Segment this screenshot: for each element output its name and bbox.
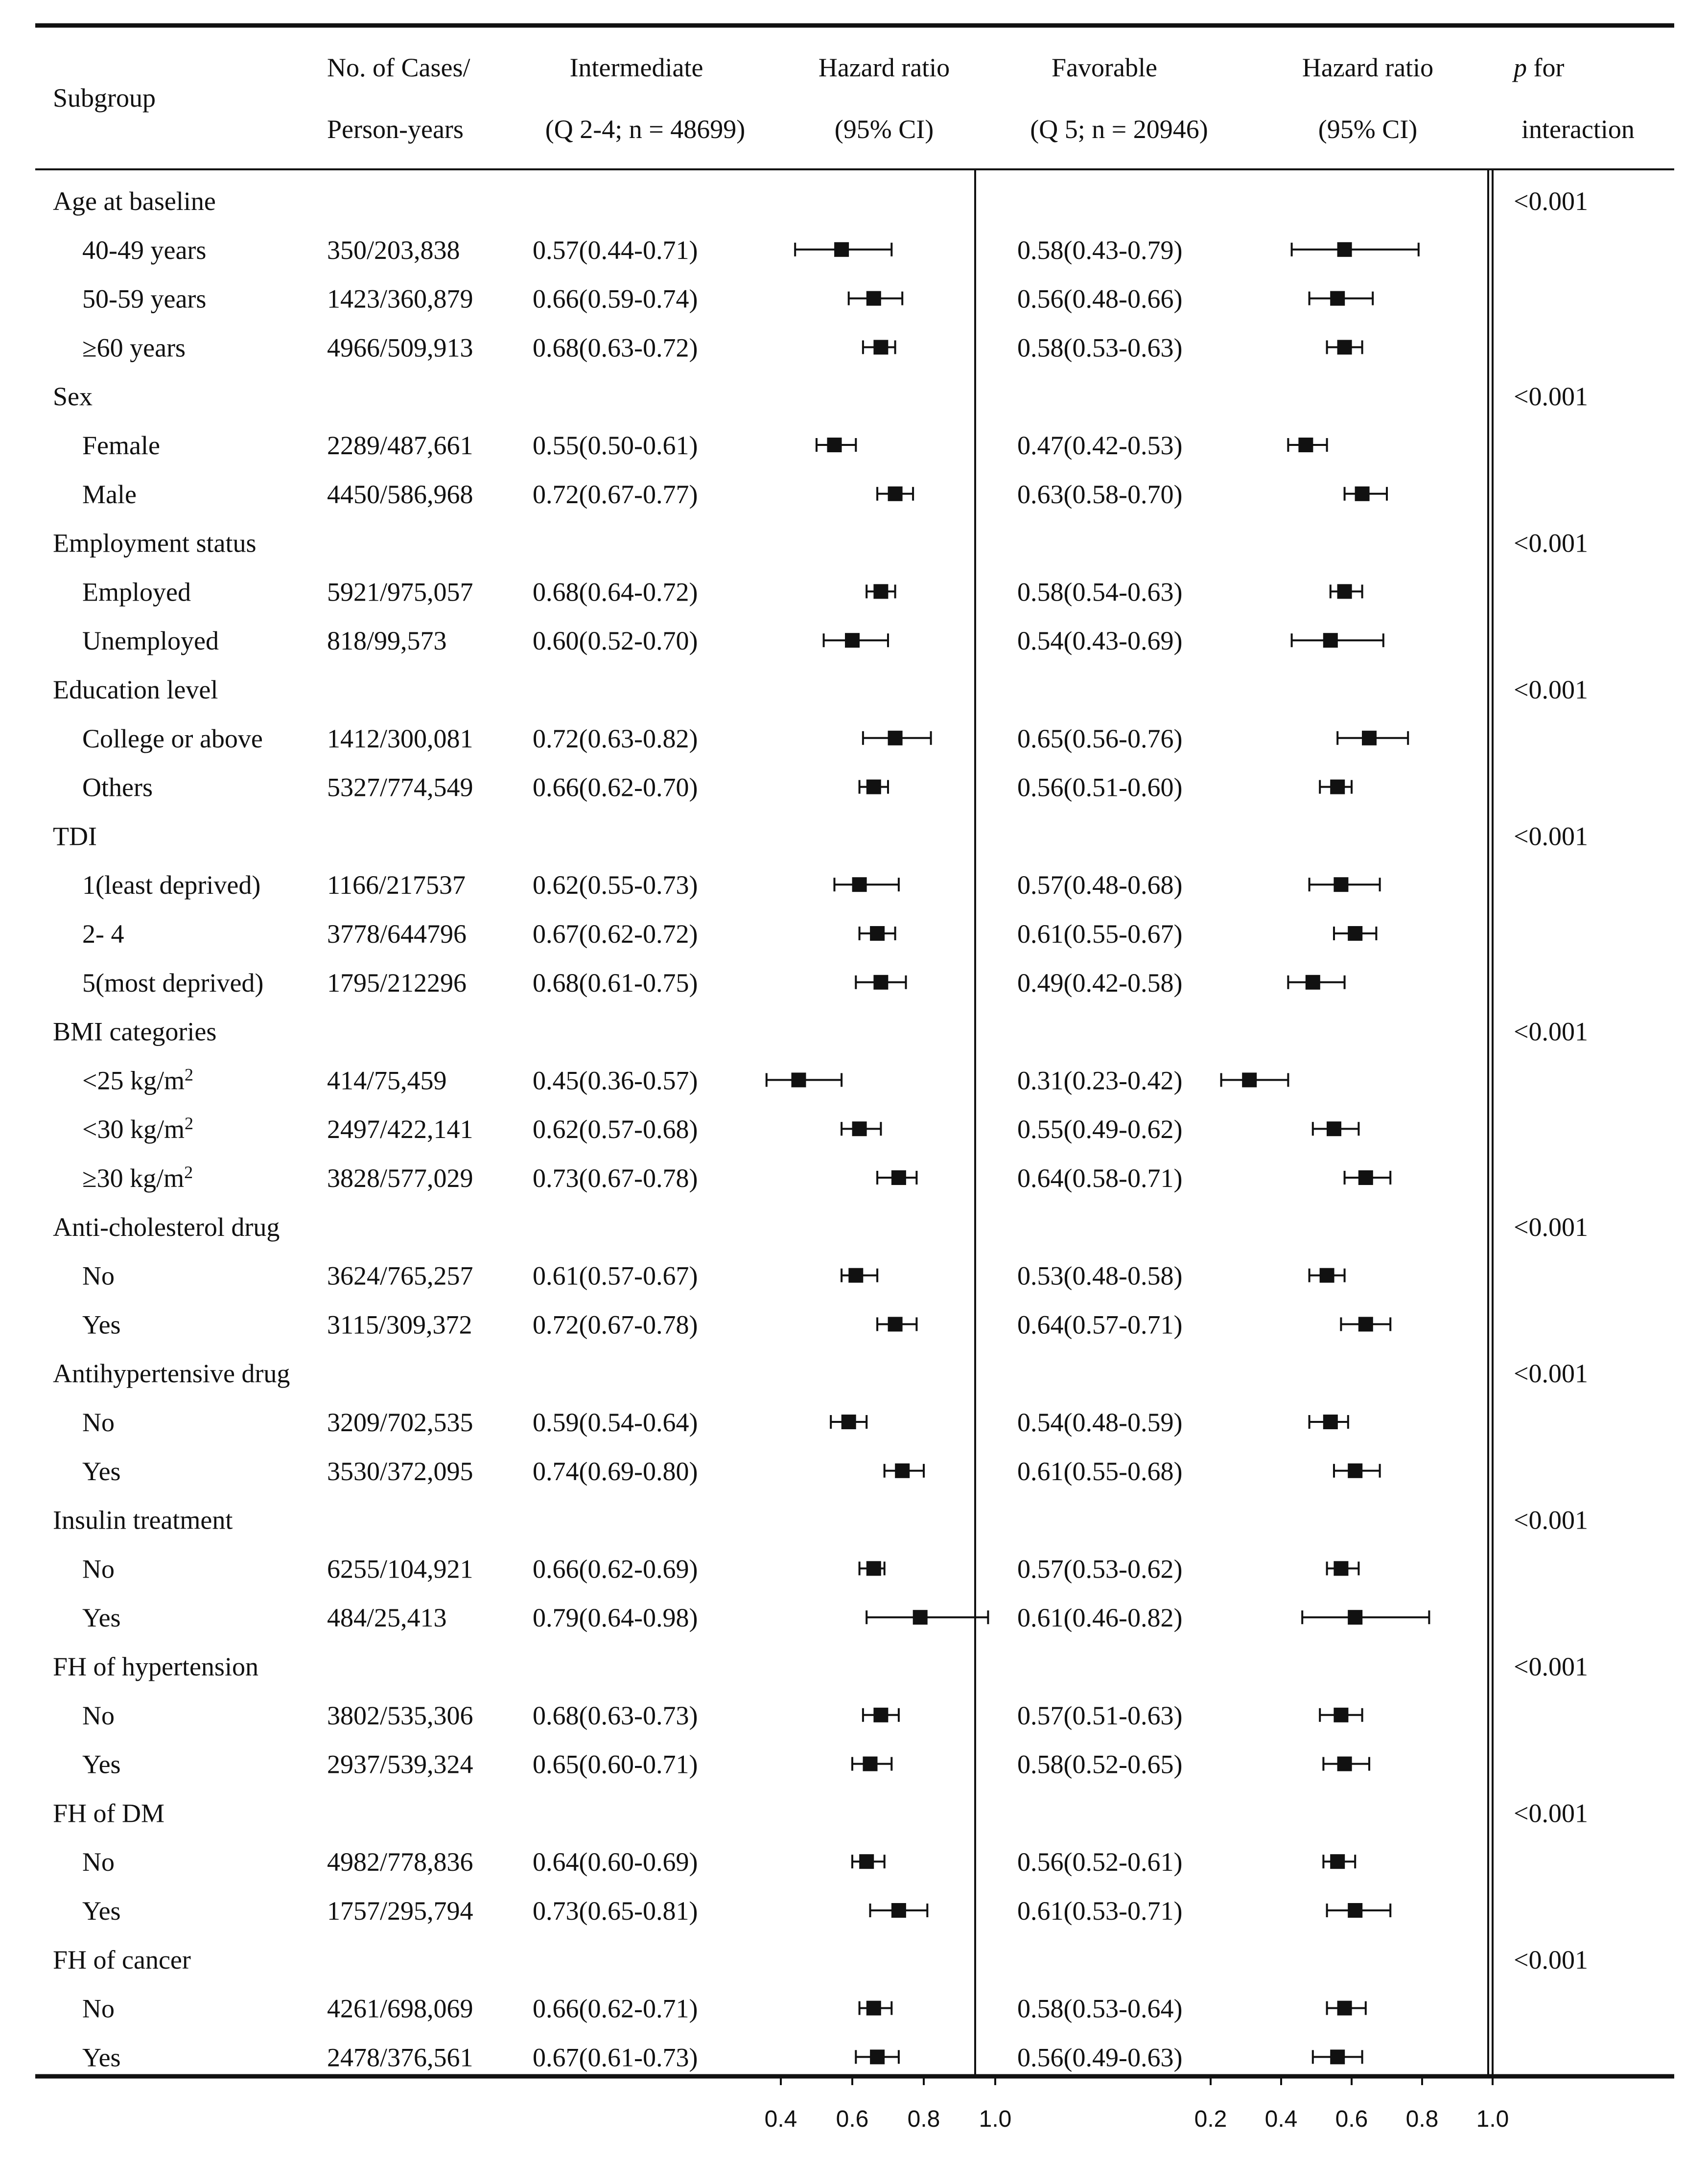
subgroup-label	[82, 1162, 193, 1193]
intermediate-hr-text: 0.61(0.57-0.67)	[533, 1261, 698, 1291]
header-hr2-line1: Hazard ratio	[1302, 53, 1434, 82]
hr-point	[1337, 584, 1352, 599]
subgroup-label-text: Yes	[82, 1456, 121, 1486]
intermediate-hr-text: 0.66(0.62-0.71)	[533, 1994, 698, 2023]
p-interaction-value: <0.001	[1514, 1212, 1588, 1242]
subgroup-label	[82, 577, 191, 606]
group-label: FH of hypertension	[53, 1652, 258, 1681]
p-interaction-value: <0.001	[1514, 1798, 1588, 1828]
superscript: 2	[184, 1065, 193, 1085]
subgroup-label-text: <25 kg/m	[82, 1066, 185, 1095]
p-interaction-value: <0.001	[1514, 675, 1588, 704]
p-interaction-value: <0.001	[1514, 821, 1588, 851]
hr-point	[866, 780, 881, 794]
subgroup-label-text: ≥60 years	[82, 333, 186, 363]
subgroup-label	[82, 626, 219, 655]
hr-point	[852, 877, 867, 892]
group-label: TDI	[53, 821, 97, 851]
intermediate-hr-text: 0.66(0.62-0.70)	[533, 772, 698, 802]
favorable-hr-text: 0.54(0.48-0.59)	[1017, 1408, 1183, 1437]
intermediate-hr-text: 0.67(0.62-0.72)	[533, 919, 698, 949]
subgroup-label-text: No	[82, 1994, 115, 2023]
cases-person-years: 818/99,573	[327, 626, 447, 656]
cases-person-years: 2289/487,661	[327, 431, 473, 460]
hr-point	[1348, 1464, 1362, 1478]
subgroup-label	[82, 235, 206, 265]
hr-point	[1330, 291, 1345, 306]
hr-point	[1358, 1170, 1373, 1185]
subgroup-label	[82, 1750, 121, 1779]
subgroup-label-text: 50-59 years	[82, 284, 207, 314]
hr-point	[1337, 2001, 1352, 2016]
subgroup-label-text: ≥30 kg/m	[82, 1163, 185, 1193]
superscript: 2	[184, 1162, 193, 1182]
favorable-hr-text: 0.54(0.43-0.69)	[1017, 626, 1183, 656]
group-label: Anti-cholesterol drug	[53, 1212, 280, 1242]
favorable-hr-text: 0.56(0.51-0.60)	[1017, 772, 1183, 802]
subgroup-label	[82, 2043, 121, 2072]
group-label: Sex	[53, 382, 93, 412]
subgroup-label-text: Yes	[82, 1896, 121, 1926]
hr-point	[1348, 1903, 1362, 1918]
cases-person-years: 1423/360,879	[327, 284, 473, 314]
cases-person-years: 2497/422,141	[327, 1115, 473, 1144]
favorable-hr-text: 0.61(0.53-0.71)	[1017, 1896, 1183, 1926]
subgroup-label	[82, 1847, 115, 1877]
subgroup-label-text: No	[82, 1847, 115, 1877]
favorable-hr-text: 0.57(0.48-0.68)	[1017, 870, 1183, 900]
hr-point	[873, 975, 888, 990]
subgroup-label	[82, 333, 186, 362]
favorable-hr-text: 0.58(0.54-0.63)	[1017, 577, 1183, 607]
hr-point	[1334, 1708, 1348, 1722]
subgroup-label	[82, 1554, 115, 1583]
intermediate-hr-text: 0.73(0.65-0.81)	[533, 1896, 698, 1926]
cases-person-years: 1795/212296	[327, 968, 467, 998]
hr-point	[891, 1170, 906, 1185]
header-hr1-line1: Hazard ratio	[818, 53, 950, 82]
intermediate-hr-text: 0.72(0.67-0.78)	[533, 1310, 698, 1340]
cases-person-years: 2937/539,324	[327, 1749, 473, 1779]
subgroup-label	[82, 1896, 121, 1926]
hr-point	[827, 438, 842, 452]
x-tick-label: 0.2	[1194, 2106, 1227, 2132]
x-tick-label: 1.0	[1476, 2106, 1509, 2132]
subgroup-label	[82, 1114, 193, 1144]
hr-point	[1323, 1415, 1338, 1429]
hr-point	[859, 1854, 874, 1869]
intermediate-hr-text: 0.55(0.50-0.61)	[533, 431, 698, 460]
subgroup-label-text: Yes	[82, 1310, 121, 1340]
hr-point	[891, 1903, 906, 1918]
subgroup-label	[82, 480, 137, 509]
hr-point	[1320, 1268, 1334, 1283]
intermediate-hr-text: 0.64(0.60-0.69)	[533, 1847, 698, 1877]
hr-point	[888, 487, 903, 501]
hr-point	[1330, 2049, 1345, 2064]
cases-person-years: 3209/702,535	[327, 1408, 473, 1437]
subgroup-label-text: 5(most deprived)	[82, 968, 264, 998]
group-label: Education level	[53, 675, 218, 704]
cases-person-years: 3624/765,257	[327, 1261, 473, 1291]
hr-point	[873, 584, 888, 599]
intermediate-hr-text: 0.59(0.54-0.64)	[533, 1408, 698, 1437]
superscript: 2	[184, 1114, 193, 1134]
cases-person-years: 4450/586,968	[327, 479, 473, 509]
group-label: BMI categories	[53, 1017, 217, 1046]
intermediate-hr-text: 0.68(0.64-0.72)	[533, 577, 698, 607]
cases-person-years: 4966/509,913	[327, 333, 473, 363]
hr-point	[1337, 340, 1352, 354]
favorable-hr-text: 0.58(0.53-0.64)	[1017, 1994, 1183, 2023]
favorable-hr-text: 0.58(0.52-0.65)	[1017, 1749, 1183, 1779]
cases-person-years: 4261/698,069	[327, 1994, 473, 2023]
hr-point	[1327, 1121, 1341, 1136]
header-favorable-line1: Favorable	[1052, 53, 1157, 82]
cases-person-years: 4982/778,836	[327, 1847, 473, 1877]
subgroup-label	[82, 1701, 115, 1730]
intermediate-hr-text: 0.68(0.61-0.75)	[533, 968, 698, 998]
cases-person-years: 3115/309,372	[327, 1310, 472, 1340]
intermediate-hr-text: 0.67(0.61-0.73)	[533, 2043, 698, 2072]
favorable-hr-text: 0.49(0.42-0.58)	[1017, 968, 1183, 998]
favorable-hr-text: 0.56(0.49-0.63)	[1017, 2043, 1183, 2072]
group-label: Antihypertensive drug	[53, 1359, 290, 1389]
subgroup-label-text: Yes	[82, 2043, 121, 2072]
favorable-hr-text: 0.63(0.58-0.70)	[1017, 479, 1183, 509]
hr-point	[873, 1708, 888, 1722]
intermediate-hr-text: 0.68(0.63-0.73)	[533, 1700, 698, 1730]
favorable-hr-text: 0.65(0.56-0.76)	[1017, 723, 1183, 753]
subgroup-label	[82, 1261, 115, 1291]
hr-point	[1306, 975, 1320, 990]
subgroup-label-text: Employed	[82, 577, 191, 607]
subgroup-label-text: Female	[82, 431, 160, 460]
p-interaction-value: <0.001	[1514, 382, 1588, 412]
favorable-hr-text: 0.64(0.57-0.71)	[1017, 1310, 1183, 1340]
subgroup-label-text: Yes	[82, 1603, 121, 1633]
favorable-hr-text: 0.53(0.48-0.58)	[1017, 1261, 1183, 1291]
intermediate-hr-text: 0.65(0.60-0.71)	[533, 1749, 698, 1779]
group-label: Age at baseline	[53, 186, 216, 216]
hr-point	[845, 633, 860, 648]
cases-person-years: 2478/376,561	[327, 2043, 473, 2072]
subgroup-label	[82, 773, 153, 802]
hr-point	[895, 1464, 910, 1478]
intermediate-hr-text: 0.62(0.57-0.68)	[533, 1115, 698, 1144]
hr-point	[1334, 1561, 1348, 1576]
subgroup-label	[82, 1310, 121, 1339]
x-tick-label: 0.8	[1405, 2106, 1439, 2132]
subgroup-label	[82, 1457, 121, 1486]
favorable-hr-text: 0.57(0.53-0.62)	[1017, 1554, 1183, 1584]
subgroup-label-text: 2- 4	[82, 919, 124, 949]
header-p-line2: interaction	[1521, 115, 1635, 144]
subgroup-label	[82, 870, 260, 900]
intermediate-hr-text: 0.74(0.69-0.80)	[533, 1456, 698, 1486]
cases-person-years: 1166/217537	[327, 870, 466, 900]
p-interaction-value: <0.001	[1514, 1359, 1588, 1389]
x-tick-label: 0.4	[1264, 2106, 1298, 2132]
hr-point	[848, 1268, 863, 1283]
x-tick-label: 0.6	[1335, 2106, 1368, 2132]
header-intermediate-line2: (Q 2-4; n = 48699)	[545, 115, 746, 144]
favorable-hr-text: 0.55(0.49-0.62)	[1017, 1115, 1183, 1144]
cases-person-years: 1757/295,794	[327, 1896, 473, 1926]
subgroup-label	[82, 284, 206, 314]
intermediate-hr-text: 0.66(0.59-0.74)	[533, 284, 698, 314]
x-tick-label: 0.4	[764, 2106, 797, 2132]
cases-person-years: 5921/975,057	[327, 577, 473, 607]
intermediate-hr-text: 0.60(0.52-0.70)	[533, 626, 698, 656]
hr-point	[1298, 438, 1313, 452]
intermediate-hr-text: 0.57(0.44-0.71)	[533, 235, 698, 265]
hr-point	[1337, 1757, 1352, 1771]
hr-point	[1348, 926, 1362, 941]
header-subgroup: Subgroup	[53, 83, 156, 113]
hr-point	[1330, 1854, 1345, 1869]
cases-person-years: 3778/644796	[327, 919, 467, 949]
subgroup-label	[82, 431, 160, 460]
subgroup-label-text: No	[82, 1261, 115, 1291]
subgroup-label-text: Male	[82, 479, 137, 509]
forest-panel-favorable	[1194, 169, 1509, 2132]
x-tick-label: 0.8	[907, 2106, 940, 2132]
favorable-hr-text: 0.61(0.55-0.68)	[1017, 1456, 1183, 1486]
p-interaction-value: <0.001	[1514, 1505, 1588, 1535]
group-label: FH of DM	[53, 1798, 165, 1828]
subgroup-label-text: 1(least deprived)	[82, 870, 261, 900]
group-label: Insulin treatment	[53, 1505, 233, 1535]
p-interaction-value: <0.001	[1514, 1017, 1588, 1046]
cases-person-years: 484/25,413	[327, 1603, 447, 1633]
hr-point	[863, 1757, 878, 1771]
header-hr1-line2: (95% CI)	[834, 115, 934, 144]
group-label: Employment status	[53, 528, 257, 558]
subgroup-label	[82, 919, 124, 949]
p-interaction-value: <0.001	[1514, 186, 1588, 216]
hr-point	[1330, 780, 1345, 794]
header-favorable-line2: (Q 5; n = 20946)	[1030, 115, 1208, 144]
subgroup-label	[82, 1994, 115, 2023]
favorable-hr-text: 0.61(0.46-0.82)	[1017, 1603, 1183, 1633]
subgroup-label-text: Others	[82, 772, 153, 802]
header-intermediate-line1: Intermediate	[569, 53, 703, 82]
cases-person-years: 6255/104,921	[327, 1554, 473, 1584]
header-p-italic: p	[1514, 53, 1527, 82]
hr-point	[888, 731, 903, 745]
cases-person-years: 3802/535,306	[327, 1700, 473, 1730]
intermediate-hr-text: 0.68(0.63-0.72)	[533, 333, 698, 363]
intermediate-hr-text: 0.79(0.64-0.98)	[533, 1603, 698, 1633]
hr-point	[1355, 487, 1370, 501]
hr-point	[1362, 731, 1377, 745]
cases-person-years: 3828/577,029	[327, 1163, 473, 1193]
cases-person-years: 414/75,459	[327, 1066, 447, 1095]
favorable-hr-text: 0.58(0.43-0.79)	[1017, 235, 1183, 265]
hr-point	[1337, 242, 1352, 257]
header-p-line1	[1512, 53, 1564, 82]
subgroup-label	[82, 968, 263, 998]
intermediate-hr-text: 0.66(0.62-0.69)	[533, 1554, 698, 1584]
cases-person-years: 350/203,838	[327, 235, 460, 265]
hr-point	[1348, 1610, 1362, 1625]
subgroup-label-text: Yes	[82, 1749, 121, 1779]
hr-point	[1358, 1317, 1373, 1331]
hr-point	[1242, 1072, 1257, 1087]
hr-point	[873, 340, 888, 354]
favorable-hr-text: 0.31(0.23-0.42)	[1017, 1066, 1183, 1095]
header-p-for: for	[1527, 53, 1565, 82]
header-hr2-line2: (95% CI)	[1318, 115, 1418, 144]
p-interaction-value: <0.001	[1514, 1945, 1588, 1975]
subgroup-label-text: Unemployed	[82, 626, 219, 656]
p-interaction-value: <0.001	[1514, 528, 1588, 558]
hr-point	[866, 2001, 881, 2016]
intermediate-hr-text: 0.45(0.36-0.57)	[533, 1066, 698, 1095]
hr-point	[870, 2049, 885, 2064]
favorable-hr-text: 0.56(0.48-0.66)	[1017, 284, 1183, 314]
favorable-hr-text: 0.58(0.53-0.63)	[1017, 333, 1183, 363]
subgroup-label-text: <30 kg/m	[82, 1115, 185, 1144]
cases-person-years: 3530/372,095	[327, 1456, 473, 1486]
subgroup-label-text: College or above	[82, 723, 263, 753]
hr-point	[852, 1121, 867, 1136]
favorable-hr-text: 0.47(0.42-0.53)	[1017, 431, 1183, 460]
forest-panel-intermediate	[745, 169, 1011, 2132]
hr-point	[1323, 633, 1338, 648]
subgroup-label	[82, 724, 263, 753]
hr-point	[1334, 877, 1348, 892]
favorable-hr-text: 0.61(0.55-0.67)	[1017, 919, 1183, 949]
cases-person-years: 1412/300,081	[327, 723, 473, 753]
hr-point	[866, 1561, 881, 1576]
subgroup-label-text: No	[82, 1554, 115, 1584]
subgroup-label	[82, 1408, 115, 1437]
hr-point	[842, 1415, 856, 1429]
intermediate-hr-text: 0.73(0.67-0.78)	[533, 1163, 698, 1193]
hr-point	[870, 926, 885, 941]
hr-point	[913, 1610, 928, 1625]
favorable-hr-text: 0.64(0.58-0.71)	[1017, 1163, 1183, 1193]
hr-point	[792, 1072, 806, 1087]
intermediate-hr-text: 0.72(0.67-0.77)	[533, 479, 698, 509]
x-tick-label: 1.0	[979, 2106, 1012, 2132]
subgroup-label	[82, 1065, 193, 1095]
intermediate-hr-text: 0.72(0.63-0.82)	[533, 723, 698, 753]
header-cases-line2: Person-years	[327, 115, 464, 144]
hr-point	[888, 1317, 903, 1331]
subgroup-label	[82, 1603, 121, 1632]
intermediate-hr-text: 0.62(0.55-0.73)	[533, 870, 698, 900]
subgroup-label-text: No	[82, 1408, 115, 1437]
favorable-hr-text: 0.56(0.52-0.61)	[1017, 1847, 1183, 1877]
subgroup-label-text: No	[82, 1700, 115, 1730]
cases-person-years: 5327/774,549	[327, 772, 473, 802]
header-cases-line1: No. of Cases/	[327, 53, 470, 82]
p-interaction-value: <0.001	[1514, 1652, 1588, 1681]
group-label: FH of cancer	[53, 1945, 191, 1975]
hr-point	[866, 291, 881, 306]
favorable-hr-text: 0.57(0.51-0.63)	[1017, 1700, 1183, 1730]
hr-point	[834, 242, 849, 257]
x-tick-label: 0.6	[836, 2106, 869, 2132]
subgroup-label-text: 40-49 years	[82, 235, 207, 265]
